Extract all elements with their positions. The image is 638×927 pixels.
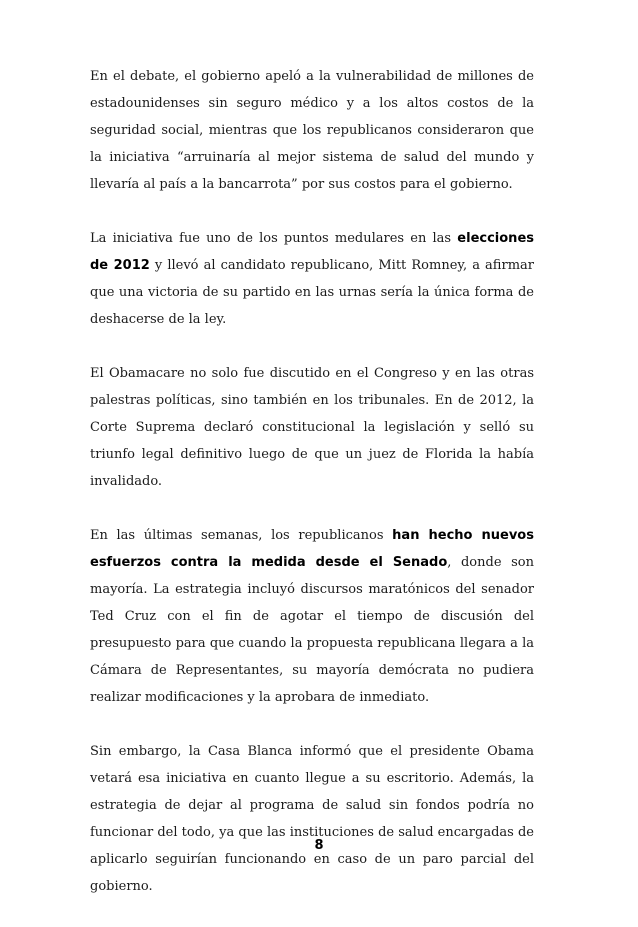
- paragraph-tribunales: El Obamacare no solo fue discutido en el Congreso y en las otras palestras políticas, sino también en los tribunales. En de 2012, la Corte Suprema declaró constitucional la legislación y selló su triunfo legal definitivo luego de que un juez de Florida la había invalidado.: [90, 366, 534, 489]
- paragraph-senado: [90, 522, 534, 711]
- paragraph-elecciones: [90, 225, 534, 333]
- bold-link-nuevos-esfuerzos[interactable]: han hecho nuevos esfuerzos contra la medida desde el Senado: [90, 528, 534, 570]
- paragraph-text: , donde son mayoría. La estrategia incluyó discursos maratónicos del senador Ted Cruz con el fin de agotar el tiempo de discusión del presupuesto para que cuando la propuesta republicana llegara a la Cámara de Representantes, su mayoría demócrata no pudiera realizar modificaciones y la aprobara de inmediato.: [90, 555, 534, 705]
- paragraph-debate: En el debate, el gobierno apeló a la vulnerabilidad de millones de estadounidenses sin seguro médico y a los altos costos de la seguridad social, mientras que los republicanos consideraron que la iniciativa “arruinaría al mejor sistema de salud del mundo y llevaría al país a la bancarrota” por sus costos para el gobierno.: [90, 69, 534, 192]
- bold-link-elecciones-2012[interactable]: elecciones de 2012: [90, 231, 534, 273]
- paragraph-text: En las últimas semanas, los republicanos: [90, 528, 393, 543]
- paragraph-casa-blanca: Sin embargo, la Casa Blanca informó que el presidente Obama vetará esa iniciativa en cuanto llegue a su escritorio. Además, la estrategia de dejar al programa de salud sin fondos podría no funcionar del todo, ya que las instituciones de salud encargadas de aplicarlo seguirían funcionando en caso de un paro parcial del gobierno.: [90, 744, 534, 894]
- paragraph-text: y llevó al candidato republicano, Mitt Romney, a afirmar que una victoria de su partido en las urnas sería la única forma de deshacerse de la ley.: [90, 258, 534, 327]
- paragraph-text: La iniciativa fue uno de los puntos medulares en las: [90, 231, 458, 246]
- page-number: 8: [314, 838, 324, 853]
- body-text: [90, 63, 534, 927]
